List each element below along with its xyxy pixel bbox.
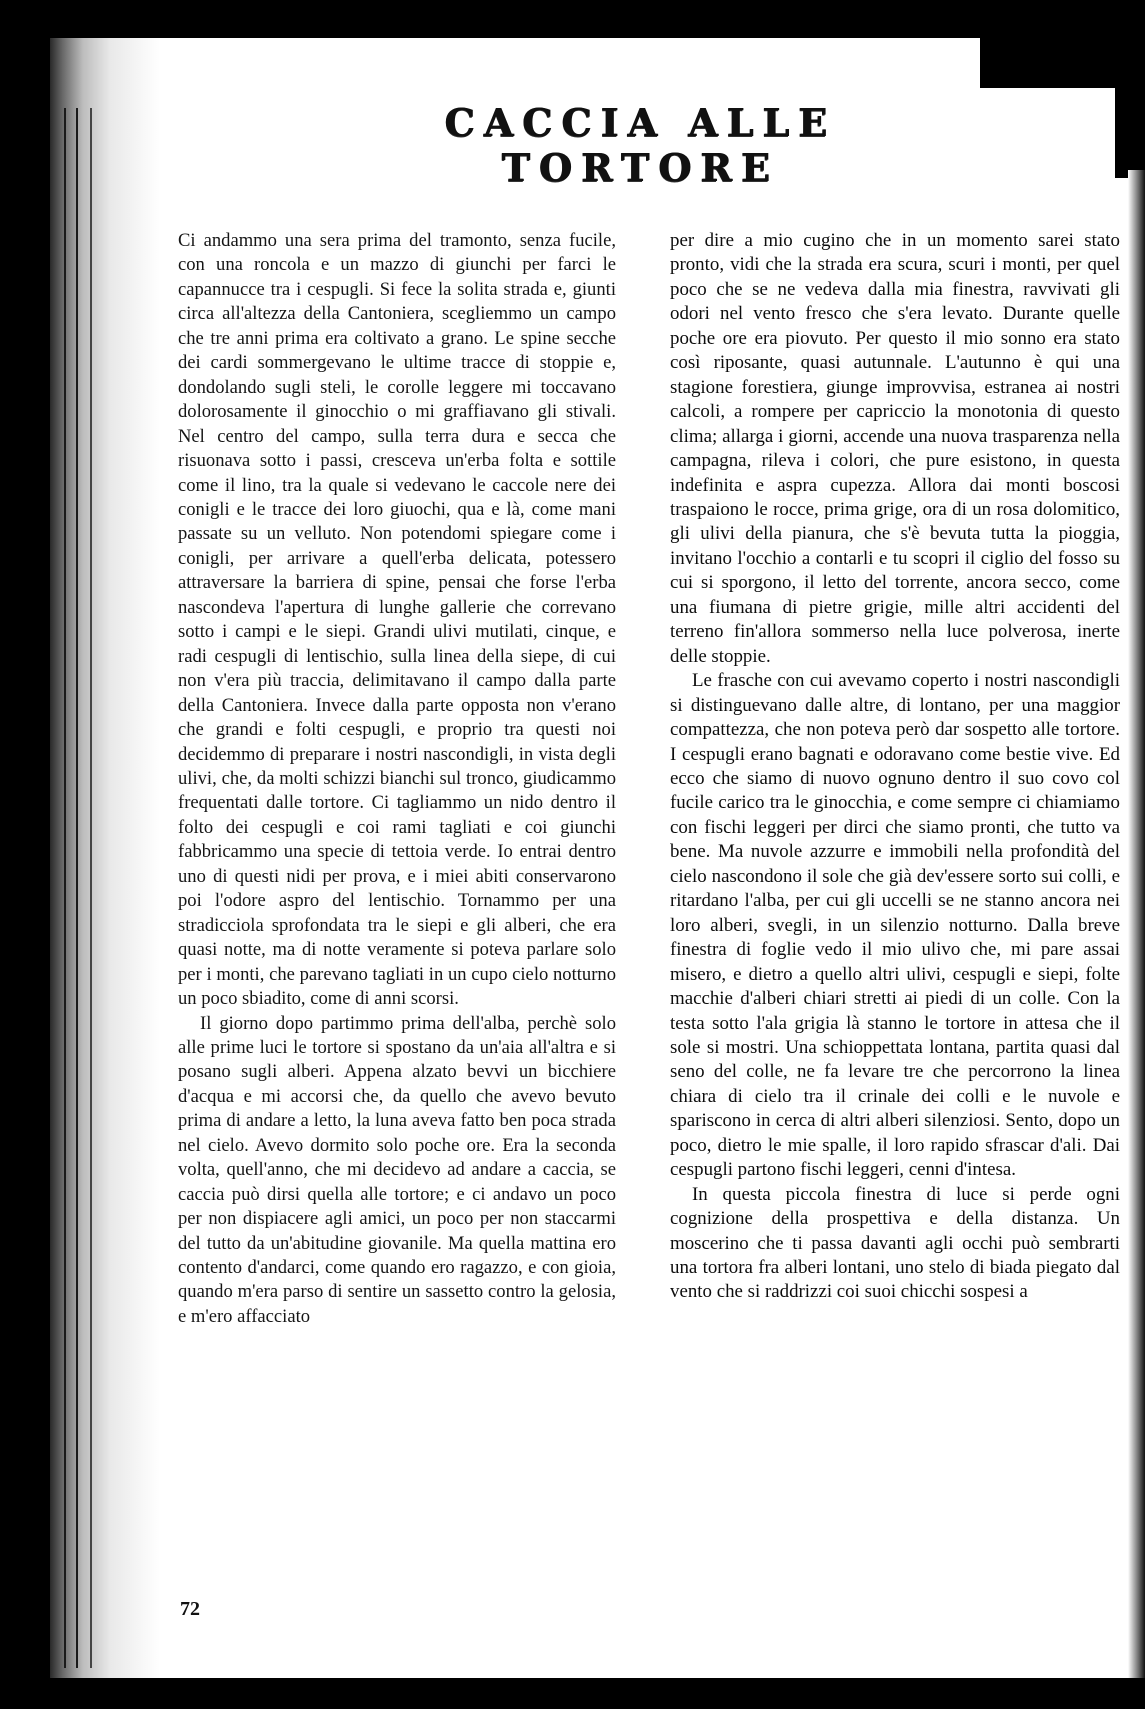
page-number: 72	[180, 1598, 200, 1620]
binding-line	[76, 108, 78, 1668]
paragraph: Le frasche con cui avevamo coperto i nostri nascondigli si distinguevano dalle altre, di lontano, per una maggior compattezza, che non poteva però dar sospetto alle tortore. I cespugli erano bagnati e odoravano come bestie vive. Ed ecco che siamo di nuovo ognuno dentro il suo covo col fucile carico tra le ginocchia, e come sempre ci chiamiamo con fischi leggeri per dirci che siamo pronti, che tutto va bene. Ma nuvole azzurre e immobili nella profondità del cielo nascondono il sole che già dev'essere sorto sui colli, e ritardano l'alba, per cui gli uccelli se ne stanno ancora nei loro alberi, svegli, in un silenzio notturno. Dalla breve finestra di foglie vedo il mio ulivo che, mi pare assai misero, e dietro a quello altri ulivi, cespugli e siepi, folte macchie d'alberi chiari stretti ai piedi di un colle. Con la testa sotto l'ala grigia là stanno le tortore in attesa che il sole si mostri. Una schioppettata lontana, partita quasi dal seno del colle, ne fa levare tre che percorrono la linea chiara di cielo tra il crinale dei colli e le nuvole e spariscono in cerca di altri alberi silenziosi. Sento, dopo un poco, dietro le mie spalle, il loro rapido sfrascar d'ali. Dai cespugli partono fischi leggeri, cenni d'intesa.	[670, 670, 1120, 1181]
scan-border-top	[0, 0, 1145, 38]
scan-border-right-corner	[1115, 38, 1145, 178]
paragraph: Ci andammo una sera prima del tramonto, senza fucile, con una roncola e un mazzo di giunchi per farci le capannucce tra i cespugli. Si fece la solita strada e, giunti circa all'altezza della Cantoniera, scegliemmo un campo che tre anni prima era coltivato a grano. Le spine secche dei cardi sommergevano le ultime tracce di stoppie e, dondolando sugli steli, le corolle leggere mi toccavano dolorosamente il ginocchio o mi graffiavano gli stivali. Nel centro del campo, sulla terra dura e secca che risuonava sotto i passi, cresceva un'erba folta e sottile come il lino, tra la quale si vedevano le caccole nere dei conigli e le tracce dei loro giuochi, qua e là, come mani passate su un velluto. Non potendomi spiegare come i conigli, per arrivare a quell'erba delicata, potessero attraversare la barriera di spine, pensai che forse l'erba nascondeva l'apertura di lunghe gallerie che correvano sotto i campi e le siepi. Grandi ulivi mutilati, cinque, e radi cespugli di lentischio, sulla linea della siepe, di cui non v'era più traccia, delimitavano il campo dalla parte della Cantoniera. Invece dalla parte opposta non v'erano che grandi e folti cespugli, e proprio tra questi noi decidemmo di preparare i nostri nascondigli, in vista degli ulivi, che, da molti schizzi bianchi sul tronco, giudicammo frequentati dalle tortore. Ci tagliammo un nido dentro il folto dei cespugli e coi rami tagliati e coi giunchi fabbricammo una specie di tettoia verde. Io entrai dentro uno di questi nidi per prova, e i miei abiti conservarono poi l'odore aspro del lentischio. Tornammo per una stradicciola sprofondata tra le siepi e gli alberi, che era quasi notte, ma di notte veramente si poteva parlare solo per i monti, che parevano tagliati in un cupo cielo notturno un poco sbiadito, come di anni scorsi.	[178, 230, 616, 1010]
text-column-right	[670, 229, 1120, 1305]
text-column-left	[178, 229, 616, 1329]
scan-border-left	[0, 0, 50, 1709]
paragraph: per dire a mio cugino che in un momento sarei stato pronto, vidi che la strada era scura, scuri i monti, per quel poco che se ne vedeva dalla mia finestra, ravvivati gli odori nel vento fresco che s'era levato. Durante quelle poche ore era piovuto. Per questo il mio sonno era stato così riposante, quasi autunnale. L'autunno è qui una stagione forestiera, giunge improvvisa, estranea ai nostri calcoli, a rompere per capriccio la monotonia di questo clima; allarga i giorni, accende una nuova trasparenza nella campagna, rileva i colori, che pure esistono, in questa indefinita e aspra cupezza. Allora dai monti boscosi traspaiono le rocce, prima grige, ora di un rosa dolomitico, gli ulivi della pianura, che s'è bevuta tutta la pioggia, invitano l'occhio a contarli e tu scopri il ciglio del fosso su cui si sporgono, il letto del torrente, ancora secco, come una fiumana di pietre grigie, mille altri accidenti del terreno fin'allora sommerso nella luce polverosa, inerte delle stoppie.	[670, 230, 1120, 667]
binding-line	[64, 108, 66, 1668]
binding-line	[90, 108, 92, 1668]
scan-border-bottom	[0, 1678, 1145, 1709]
page-edge-shadow	[1128, 170, 1145, 1678]
paragraph: In questa piccola finestra di luce si perde ogni cognizione della prospettiva e della distanza. Un moscerino che ti passa davanti agli occhi può sembrarti una tortora fra alberi lontani, uno stelo di biada piegato dal vento che si raddrizzi coi suoi chicchi sospesi a	[670, 1183, 1120, 1303]
paragraph: Il giorno dopo partimmo prima dell'alba, perchè solo alle prime luci le tortore si spostano da un'aia all'altra e si posano sugli alberi. Appena alzato bevvi un bicchiere d'acqua e mi accorsi che, da quello che avevo bevuto prima di andare a letto, la luna aveva fatto ben poca strada nel cielo. Avevo dormito solo poche ore. Era la seconda volta, quell'anno, che mi decidevo ad andare a caccia, se caccia può dirsi quella alle tortore; e ci andavo un poco per non dispiacere agli amici, un poco per non staccarmi del tutto da un'abitudine giovanile. Ma quella mattina ero contento d'andarci, come quando ero ragazzo, e con gioia, quando m'era parso di sentire un sassetto contro la gelosia, e m'ero affacciato	[178, 1012, 616, 1327]
article-title: CACCIA ALLE TORTORE	[444, 100, 836, 190]
page-binding-shadow	[50, 38, 160, 1678]
